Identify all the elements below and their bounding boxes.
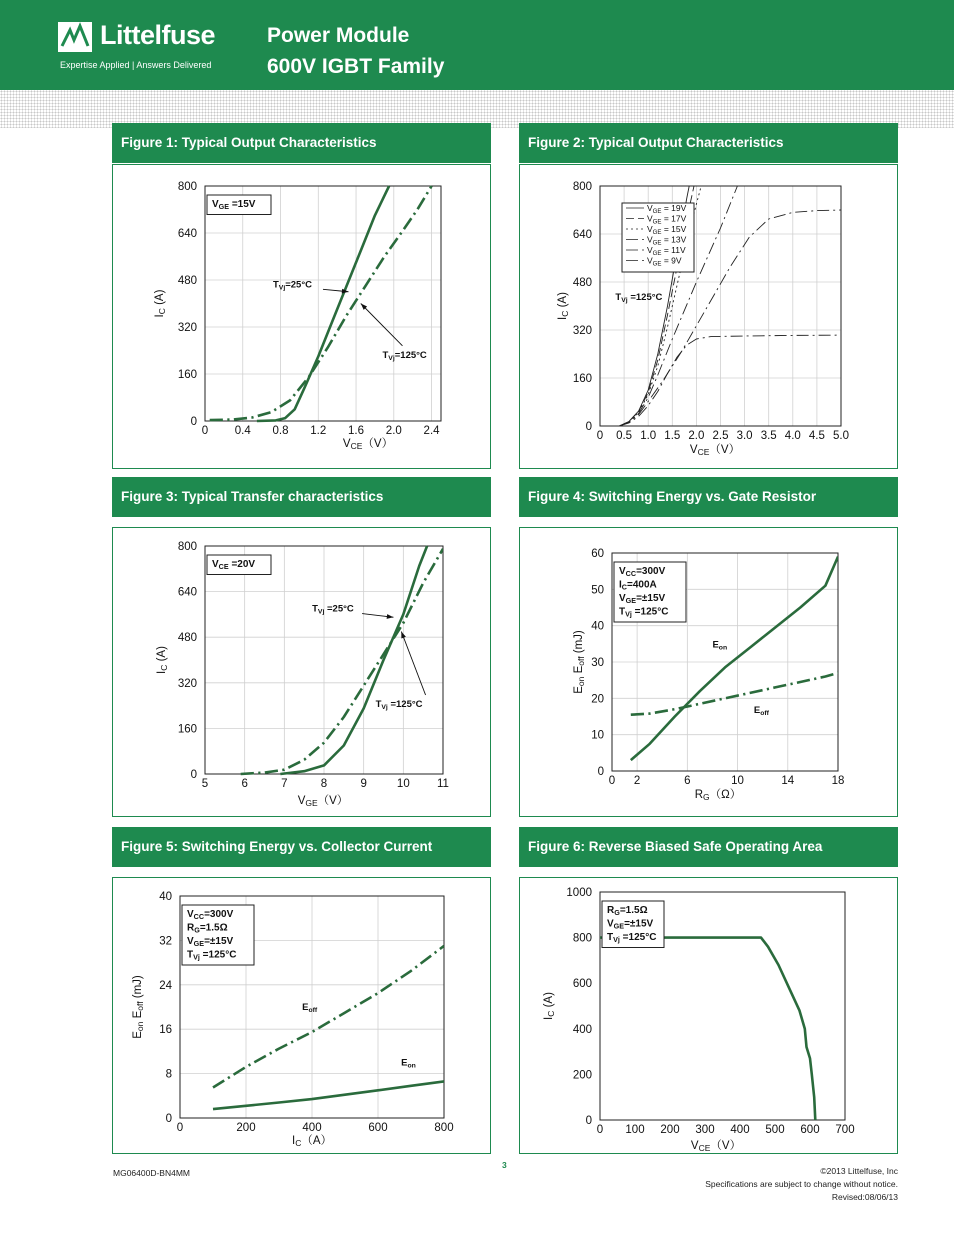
y-axis-label-sub2: off bbox=[135, 1001, 145, 1011]
legend-item-main: V bbox=[187, 936, 194, 947]
y-axis-label bbox=[543, 992, 556, 1020]
y-axis-label-unit: (A) bbox=[156, 646, 168, 665]
y-tick-label: 640 bbox=[572, 229, 592, 241]
annotation-label bbox=[615, 292, 662, 304]
legend-item-sub: GE bbox=[193, 939, 205, 948]
page-header bbox=[0, 0, 954, 90]
x-axis-label-unit: （A） bbox=[301, 1135, 333, 1147]
y-axis-label bbox=[557, 292, 570, 320]
legend-item-rest: =1.5Ω bbox=[619, 905, 648, 916]
littelfuse-logo-icon bbox=[58, 22, 92, 52]
y-axis-label-unit: (A) bbox=[543, 992, 555, 1011]
y-tick-label: 32 bbox=[159, 935, 172, 948]
annotation-label-rest: =125°C bbox=[627, 292, 663, 303]
figure-1-box bbox=[112, 164, 491, 469]
x-tick-label: 6 bbox=[684, 775, 691, 787]
annotation-label bbox=[302, 1002, 318, 1014]
x-tick-label: 14 bbox=[781, 775, 795, 787]
y-tick-label: 0 bbox=[165, 1113, 172, 1125]
x-tick-label: 11 bbox=[437, 778, 449, 790]
annotation-label-rest: =125°C bbox=[394, 349, 427, 361]
legend-item-sub: GE bbox=[218, 202, 230, 211]
y-axis-label-sub: on bbox=[135, 1021, 145, 1032]
y-tick-label: 320 bbox=[572, 325, 592, 337]
legend-item bbox=[187, 923, 228, 935]
x-axis-label bbox=[298, 794, 349, 808]
x-axis-label-main: V bbox=[297, 795, 306, 807]
figure-2-title: Figure 2: Typical Output Characteristics bbox=[519, 123, 898, 163]
figure-3-title: Figure 3: Typical Transfer characteristics bbox=[112, 477, 491, 517]
y-tick-label: 0 bbox=[585, 421, 592, 433]
figure-6-title: Figure 6: Reverse Biased Safe Operating Area bbox=[519, 827, 898, 867]
y-tick-label: 600 bbox=[572, 978, 592, 991]
x-axis-label bbox=[691, 1139, 741, 1153]
brand-name: Littelfuse bbox=[100, 20, 216, 50]
y-tick-label: 8 bbox=[165, 1068, 172, 1081]
copyright: ©2013 Littelfuse, Inc bbox=[820, 1166, 898, 1176]
series-line-0 bbox=[213, 1081, 444, 1109]
y-tick-label: 24 bbox=[159, 979, 172, 992]
y-tick-label: 0 bbox=[585, 1115, 592, 1127]
plot-frame bbox=[205, 186, 441, 421]
y-tick-label: 0 bbox=[597, 766, 604, 778]
y-axis-label-main: I bbox=[543, 1016, 555, 1020]
annotation-label bbox=[712, 639, 727, 651]
y-tick-label: 320 bbox=[177, 677, 197, 690]
x-axis-label bbox=[343, 437, 393, 451]
legend-item-sub: GE bbox=[625, 596, 637, 605]
x-tick-label: 0.8 bbox=[272, 425, 289, 437]
x-tick-label: 3.0 bbox=[736, 430, 753, 442]
legend-item-rest: =15V bbox=[229, 199, 256, 210]
annotation-label-sub: on bbox=[718, 644, 728, 652]
legend-item-main: V bbox=[619, 593, 626, 604]
y-tick-label: 50 bbox=[591, 584, 604, 597]
x-axis-label bbox=[695, 788, 742, 802]
x-tick-label: 18 bbox=[831, 775, 845, 787]
y-tick-label: 800 bbox=[572, 181, 592, 193]
y-tick-label: 40 bbox=[159, 891, 172, 903]
y-tick-label: 200 bbox=[572, 1069, 592, 1082]
series-line-1 bbox=[631, 673, 838, 715]
x-tick-label: 400 bbox=[302, 1122, 322, 1134]
x-tick-label: 1.2 bbox=[310, 425, 327, 437]
legend-item-main: V bbox=[647, 203, 653, 213]
legend-item-main: V bbox=[187, 909, 194, 920]
x-tick-label: 6 bbox=[241, 778, 248, 790]
x-tick-label: 0 bbox=[596, 430, 604, 442]
annotation-label-main: T bbox=[615, 292, 622, 303]
y-tick-label: 640 bbox=[177, 586, 197, 599]
x-tick-label: 10 bbox=[396, 778, 410, 790]
x-tick-label: 600 bbox=[800, 1124, 820, 1136]
x-axis-label-sub: CE bbox=[350, 441, 363, 451]
x-tick-label: 4.0 bbox=[784, 430, 801, 442]
legend-item-rest: = 13V bbox=[661, 234, 687, 245]
x-tick-label: 400 bbox=[730, 1124, 750, 1136]
annotation-label bbox=[312, 604, 354, 616]
figure-1-title: Figure 1: Typical Output Characteristics bbox=[112, 123, 491, 163]
legend-item bbox=[607, 905, 648, 917]
annotation-label-rest: =25°C bbox=[285, 279, 313, 291]
x-tick-label: 2.5 bbox=[712, 430, 729, 442]
x-axis-label-sub: GE bbox=[305, 798, 318, 808]
annotation-label-main: E bbox=[302, 1001, 309, 1013]
figure-5-title: Figure 5: Switching Energy vs. Collector Current bbox=[112, 827, 491, 867]
y-axis-label-sub2: off bbox=[576, 656, 586, 666]
y-tick-label: 160 bbox=[572, 373, 592, 385]
annotation-label-sub: Vj bbox=[317, 608, 325, 616]
y-tick-label: 0 bbox=[190, 769, 197, 781]
annotation-label-main: E bbox=[753, 704, 761, 716]
y-axis-label-unit2: (mJ) bbox=[573, 630, 585, 657]
figure-6-box bbox=[519, 877, 898, 1154]
legend-item-sub: C bbox=[621, 582, 627, 592]
y-tick-label: 160 bbox=[177, 723, 197, 736]
y-axis-label-main: I bbox=[557, 316, 569, 320]
series-line-0 bbox=[257, 186, 389, 421]
annotation-arrow bbox=[361, 304, 403, 346]
legend-item-rest: =±15V bbox=[636, 593, 666, 604]
legend-item-rest: = 19V bbox=[661, 203, 687, 213]
legend-item-main: V bbox=[619, 566, 626, 577]
annotation-label-sub: on bbox=[407, 1062, 416, 1070]
annotation-label-main: E bbox=[401, 1057, 408, 1069]
y-tick-label: 480 bbox=[572, 277, 592, 289]
x-tick-label: 10 bbox=[731, 775, 744, 787]
x-tick-label: 3.5 bbox=[760, 430, 777, 442]
legend-item-main: T bbox=[187, 949, 194, 961]
x-axis-label-unit: （V） bbox=[317, 795, 349, 807]
legend-item-rest: =400A bbox=[626, 579, 657, 591]
annotation-label-main: T bbox=[272, 279, 279, 291]
legend-item-main: V bbox=[647, 213, 653, 224]
figure-4-box bbox=[519, 527, 898, 817]
x-tick-label: 5 bbox=[201, 778, 209, 790]
legend-item bbox=[212, 559, 255, 571]
legend-item-rest: =±15V bbox=[624, 918, 654, 930]
legend-item-main: V bbox=[647, 224, 653, 234]
series-line-0 bbox=[280, 546, 427, 774]
revision-date: Revised:08/06/13 bbox=[831, 1192, 898, 1202]
y-tick-label: 10 bbox=[591, 729, 604, 742]
x-axis-label bbox=[690, 443, 740, 457]
y-tick-label: 60 bbox=[591, 548, 604, 560]
x-tick-label: 4.5 bbox=[808, 430, 825, 442]
y-axis-label-sub: on bbox=[576, 676, 586, 687]
x-axis-label-sub: G bbox=[703, 792, 710, 802]
y-tick-label: 800 bbox=[177, 181, 197, 193]
y-axis-label-main: I bbox=[156, 670, 168, 674]
legend-item-rest: =300V bbox=[636, 566, 666, 577]
legend-item-main: R bbox=[607, 905, 615, 916]
x-axis-label bbox=[292, 1134, 332, 1148]
x-tick-label: 100 bbox=[625, 1124, 645, 1136]
legend-item-sub: GE bbox=[652, 218, 662, 226]
annotation-label-main: E bbox=[712, 639, 719, 651]
x-tick-label: 0.4 bbox=[234, 425, 251, 437]
legend-item-main: T bbox=[607, 932, 614, 943]
title-line-1: Power Module bbox=[267, 24, 410, 47]
x-tick-label: 1.0 bbox=[640, 430, 657, 442]
x-tick-label: 0 bbox=[608, 775, 616, 787]
x-tick-label: 300 bbox=[695, 1124, 715, 1136]
y-axis-label-main: E bbox=[573, 686, 585, 694]
figure-3-box bbox=[112, 527, 491, 817]
legend-item-main: V bbox=[647, 234, 653, 245]
x-tick-label: 600 bbox=[368, 1122, 388, 1134]
y-axis-label-unit: (A) bbox=[154, 289, 166, 309]
series-line-5 bbox=[619, 335, 841, 426]
y-axis-label-sub: C bbox=[157, 308, 167, 315]
y-tick-label: 320 bbox=[177, 322, 197, 334]
x-axis-label-main: V bbox=[689, 444, 698, 456]
legend-item-rest: = 17V bbox=[661, 213, 687, 224]
legend-item-sub: G bbox=[194, 925, 200, 935]
annotation-label-main: T bbox=[375, 699, 382, 711]
x-axis-label-sub: CE bbox=[698, 1143, 711, 1153]
annotation-label bbox=[376, 699, 423, 711]
series-line-0 bbox=[600, 938, 815, 1120]
figure-3-chart bbox=[113, 528, 490, 816]
annotation-label bbox=[754, 705, 770, 717]
y-tick-label: 16 bbox=[159, 1024, 172, 1037]
title-line-2: 600V IGBT Family bbox=[267, 55, 445, 78]
annotation-label-rest: =25°C bbox=[324, 603, 354, 615]
y-axis-label-main: I bbox=[154, 314, 166, 318]
legend-item-sub: CC bbox=[193, 912, 205, 921]
legend-item-rest: =125°C bbox=[199, 949, 237, 961]
x-axis-label-main: I bbox=[291, 1135, 296, 1147]
x-tick-label: 1.5 bbox=[664, 430, 681, 442]
legend-item-main: V bbox=[212, 199, 219, 210]
annotation-label-sub: off bbox=[308, 1006, 318, 1014]
x-axis-label-main: V bbox=[690, 1140, 699, 1152]
legend-item-sub: Vj bbox=[613, 935, 620, 944]
x-axis-label-main: V bbox=[342, 438, 351, 450]
x-axis-label-main: R bbox=[694, 789, 704, 801]
legend-item-sub: GE bbox=[613, 921, 625, 931]
annotation-label-main: T bbox=[382, 349, 389, 361]
y-axis-label-unit: (A) bbox=[557, 292, 569, 311]
change-notice: Specifications are subject to change without notice. bbox=[705, 1179, 898, 1189]
y-axis-label bbox=[132, 975, 145, 1039]
x-axis-label-sub: CE bbox=[697, 447, 710, 457]
figure-1-chart bbox=[113, 165, 490, 468]
annotation-label bbox=[401, 1057, 416, 1069]
x-tick-label: 7 bbox=[281, 778, 288, 790]
annotation-label-sub: Vj bbox=[621, 297, 628, 304]
x-tick-label: 2.4 bbox=[423, 425, 440, 437]
x-axis-label-unit: （Ω） bbox=[709, 789, 742, 801]
legend-item-rest: =125°C bbox=[619, 932, 657, 943]
legend-item-sub: CC bbox=[625, 569, 637, 578]
figure-2-chart bbox=[520, 165, 897, 468]
x-tick-label: 0 bbox=[176, 1122, 184, 1134]
x-tick-label: 9 bbox=[360, 778, 367, 790]
y-axis-label-sub: C bbox=[546, 1010, 556, 1017]
y-tick-label: 640 bbox=[177, 228, 197, 240]
legend-item-main: I bbox=[619, 579, 622, 591]
y-axis-label-unit: E bbox=[573, 665, 585, 677]
legend-item-rest: =±15V bbox=[204, 936, 234, 947]
legend-item-sub: GE bbox=[652, 260, 662, 268]
y-tick-label: 400 bbox=[572, 1023, 592, 1036]
x-tick-label: 200 bbox=[660, 1124, 680, 1136]
y-axis-label-unit: E bbox=[132, 1010, 144, 1022]
annotation-label bbox=[382, 350, 426, 362]
figure-5-chart bbox=[113, 878, 490, 1153]
x-tick-label: 0 bbox=[596, 1124, 604, 1136]
legend-item-main: V bbox=[647, 245, 653, 255]
x-tick-label: 800 bbox=[434, 1122, 454, 1134]
legend-item-rest: = 15V bbox=[661, 224, 687, 234]
y-axis-label bbox=[573, 630, 586, 694]
y-tick-label: 1000 bbox=[566, 887, 592, 899]
legend-item-sub: GE bbox=[652, 239, 662, 247]
figure-5-box bbox=[112, 877, 491, 1154]
x-tick-label: 0 bbox=[201, 425, 209, 437]
legend-item-rest: = 11V bbox=[661, 245, 686, 255]
x-tick-label: 2.0 bbox=[385, 425, 402, 437]
legend-item-sub: Vj bbox=[193, 952, 200, 962]
y-tick-label: 30 bbox=[591, 657, 604, 669]
x-axis-label-unit: （V） bbox=[710, 1140, 742, 1152]
legend-item bbox=[212, 199, 256, 211]
legend-item-main: V bbox=[647, 255, 653, 266]
y-axis-label-unit2: (mJ) bbox=[132, 975, 144, 1002]
annotation-label-main: T bbox=[312, 603, 318, 615]
annotation-label-sub: off bbox=[760, 709, 769, 717]
part-number: MG06400D-BN4MM bbox=[113, 1168, 190, 1178]
legend-item-rest: =300V bbox=[204, 909, 234, 920]
legend-item-rest: =125°C bbox=[631, 606, 669, 618]
y-tick-label: 800 bbox=[572, 932, 592, 945]
x-tick-label: 2.0 bbox=[688, 430, 705, 442]
y-axis-label bbox=[154, 289, 167, 317]
y-tick-label: 0 bbox=[190, 416, 197, 428]
y-axis-label bbox=[156, 646, 169, 674]
x-tick-label: 200 bbox=[236, 1122, 256, 1134]
figure-4-chart bbox=[520, 528, 897, 816]
x-tick-label: 8 bbox=[320, 778, 328, 790]
x-axis-label-unit: （V） bbox=[362, 438, 394, 450]
x-tick-label: 700 bbox=[835, 1124, 855, 1136]
legend-item-sub: GE bbox=[652, 208, 662, 215]
x-tick-label: 5.0 bbox=[833, 430, 849, 442]
document-title bbox=[267, 20, 444, 82]
x-tick-label: 2 bbox=[633, 775, 641, 787]
legend-item-sub: Vj bbox=[625, 609, 632, 619]
annotation-label-sub: Vj bbox=[278, 284, 286, 292]
y-axis-label-main: E bbox=[132, 1031, 144, 1039]
annotation-arrow bbox=[401, 632, 425, 696]
y-tick-label: 20 bbox=[591, 693, 604, 706]
y-tick-label: 480 bbox=[177, 632, 197, 645]
y-axis-label-sub: C bbox=[159, 664, 169, 671]
annotation-label bbox=[273, 279, 312, 291]
annotation-label-rest: =125°C bbox=[387, 699, 423, 711]
legend-item-main: T bbox=[619, 606, 626, 618]
annotation-label-sub: Vj bbox=[381, 704, 388, 712]
x-tick-label: 500 bbox=[765, 1124, 785, 1136]
figure-4-title: Figure 4: Switching Energy vs. Gate Resistor bbox=[519, 477, 898, 517]
legend-item-sub: CE bbox=[218, 562, 229, 571]
legend-item-main: V bbox=[607, 918, 614, 930]
x-tick-label: 1.6 bbox=[348, 425, 365, 437]
annotation-arrowhead bbox=[387, 614, 394, 619]
y-tick-label: 160 bbox=[177, 369, 197, 381]
x-axis-label-sub: C bbox=[295, 1138, 302, 1148]
legend-item-sub: GE bbox=[652, 229, 662, 236]
legend-item-main: V bbox=[212, 559, 219, 570]
y-tick-label: 800 bbox=[177, 541, 197, 553]
figure-6-chart bbox=[520, 878, 897, 1153]
legend-item-main: R bbox=[187, 922, 195, 934]
y-tick-label: 480 bbox=[177, 275, 197, 287]
legend-item-sub: GE bbox=[652, 250, 662, 257]
legend-item-rest: =1.5Ω bbox=[199, 922, 228, 934]
x-tick-label: 0.5 bbox=[616, 430, 633, 442]
legend-item-rest: =20V bbox=[228, 559, 256, 570]
figure-2-box bbox=[519, 164, 898, 469]
legend-item-rest: = 9V bbox=[661, 255, 682, 266]
y-tick-label: 40 bbox=[591, 620, 604, 633]
y-axis-label-sub: C bbox=[560, 310, 570, 317]
page-number: 3 bbox=[502, 1160, 507, 1170]
annotation-label-sub: Vj bbox=[388, 354, 395, 362]
x-axis-label-unit: （V） bbox=[709, 444, 741, 456]
legend-item-sub: G bbox=[614, 908, 620, 917]
brand-tagline: Expertise Applied | Answers Delivered bbox=[60, 60, 212, 70]
